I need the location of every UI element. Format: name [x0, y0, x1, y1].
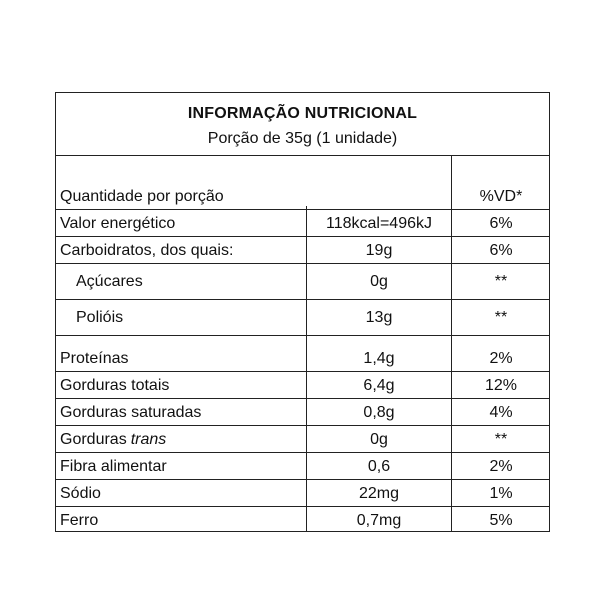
nutrient-vd: 6% — [489, 241, 513, 259]
nutrition-facts-table — [55, 92, 550, 532]
table-row — [56, 209, 549, 237]
nutrient-vd: ** — [494, 309, 508, 326]
table-row — [56, 425, 549, 453]
nutrient-amount: 22mg — [358, 484, 400, 502]
table-header — [56, 93, 549, 156]
nutrient-label: Polióis — [76, 309, 124, 326]
nutrient-amount: 0,7mg — [356, 511, 402, 529]
table-row — [56, 236, 549, 264]
table-row — [56, 263, 549, 300]
table-row — [56, 299, 549, 336]
nutrient-label: Gorduras totais — [60, 376, 170, 394]
column-header-row — [56, 183, 549, 210]
nutrient-label: Sódio — [60, 484, 101, 502]
nutrient-label: Gorduras saturadas — [60, 403, 202, 421]
quantity-header: Quantidade por porção — [60, 187, 224, 205]
table-row — [56, 335, 549, 372]
table-row — [56, 371, 549, 399]
vd-header: %VD* — [479, 187, 523, 205]
nutrient-vd: 2% — [489, 349, 513, 367]
nutrient-label: Fibra alimentar — [60, 457, 167, 475]
nutrient-vd: 5% — [489, 511, 513, 529]
serving-size: Porção de 35g (1 unidade) — [207, 130, 398, 147]
nutrient-amount: 0g — [370, 273, 388, 290]
nutrient-label: Açúcares — [76, 273, 143, 290]
nutrient-vd: 6% — [489, 214, 513, 232]
nutrient-amount: 0,6 — [367, 457, 391, 475]
nutrient-label: Carboidratos, dos quais: — [60, 241, 234, 259]
table-row — [56, 398, 549, 426]
nutrient-amount: 1,4g — [363, 349, 395, 367]
nutrient-vd: ** — [494, 273, 508, 290]
nutrient-vd: ** — [494, 430, 508, 448]
nutrient-amount: 0g — [370, 430, 388, 448]
nutrient-amount: 19g — [365, 241, 393, 259]
nutrient-label-italic: trans — [130, 430, 167, 448]
nutrient-label: Proteínas — [60, 349, 129, 367]
nutrient-vd: 1% — [489, 484, 513, 502]
nutrient-label: Ferro — [60, 511, 99, 529]
table-title: INFORMAÇÃO NUTRICIONAL — [187, 105, 418, 122]
nutrient-label-wrap — [60, 426, 304, 453]
nutrient-label: Gorduras — [60, 430, 127, 448]
nutrient-label: Valor energético — [60, 214, 176, 232]
nutrient-amount: 0,8g — [363, 403, 395, 421]
table-row — [56, 479, 549, 507]
nutrient-amount: 6,4g — [363, 376, 395, 394]
table-row — [56, 506, 549, 534]
nutrient-vd: 2% — [489, 457, 513, 475]
table-row — [56, 452, 549, 480]
nutrient-amount: 118kcal=496kJ — [326, 214, 432, 232]
nutrient-vd: 4% — [489, 403, 513, 421]
nutrient-amount: 13g — [365, 309, 393, 326]
nutrient-vd: 12% — [484, 376, 518, 394]
